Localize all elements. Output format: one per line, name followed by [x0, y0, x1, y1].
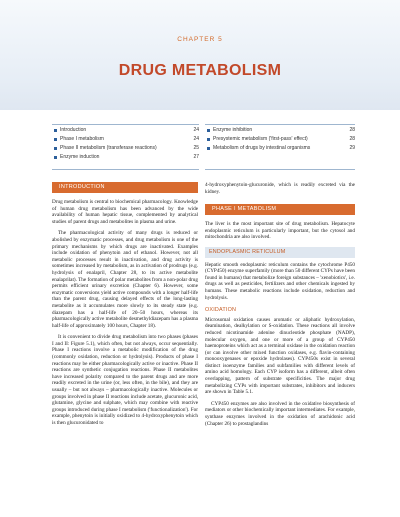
toc-page: 28 [349, 127, 355, 134]
left-column [52, 182, 198, 432]
toc-item[interactable] [205, 136, 355, 144]
toc-item[interactable] [52, 136, 199, 144]
paragraph-continuation: 4-hydroxyphenytoin-glucuronide, which is readily excreted via the kidney. [205, 182, 355, 195]
toc-item[interactable] [205, 127, 355, 135]
toc-page: 24 [193, 136, 199, 143]
section-heading-phase1: PHASE I METABOLISM [205, 204, 355, 215]
toc-label: Phase II metabolism (transferase reactions) [60, 145, 157, 152]
section-heading-introduction: INTRODUCTION [52, 182, 198, 193]
bullet-icon [207, 147, 210, 150]
paragraph: The pharmacological activity of many drugs is reduced or abolished by enzymatic processes, and drug metabolism is one of the primary mechanisms by which drugs are inactivated. Examples include oxidation of phenytoin and of ethanol. However, not all metabolic processes result in inactivation, and drug activity is sometimes increased by metabolism, as in activation of prodrugs (e.g. hydrolysis of enalapril, Chapter 28, to its active metabolite enalaprilat). The formation of polar metabolites from a non-polar drug permits efficient urinary excretion (Chapter 6). However, some enzymatic conversions yield active compounds with a longer half-life than the parent drug, causing delayed effects of the long-lasting metabolite as it accumulates more slowly to its steady state (e.g. diazepam has a half-life of 20–50 hours, whereas its pharmacologically active metabolite desmethyldiazepam has a plasma half-life of approximately 100 hours, Chapter 18). [52, 230, 198, 329]
toc-page: 24 [193, 127, 199, 134]
chapter-banner [0, 0, 400, 110]
chapter-title: DRUG METABOLISM [118, 62, 282, 79]
toc-item[interactable] [52, 145, 199, 153]
bullet-icon [54, 156, 57, 159]
toc-label: Phase I metabolism [60, 136, 104, 143]
subheading-oxidation: OXIDATION [205, 307, 237, 314]
toc-label: Presystemic metabolism ('first-pass' effect) [213, 136, 308, 143]
paragraph: It is convenient to divide drug metabolism into two phases (phases I and II: Figure 5.1), which often, but not always, occur sequentially. Phase I reactions involve a metabolic modification of the drug (commonly oxidation, reduction or hydrolysis). Products of phase I reactions may be either pharmacologically active or inactive. Phase II reactions are synthetic conjugation reactions. Phase II metabolites have increased polarity compared to the parent drugs and are more readily excreted in the urine (or, less often, in the bile), and they are usually – but not always – pharmacologically inactive. Molecules or groups involved in phase II reactions include acetate, glucuronic acid, glutamine, glycine and sulphate, which may combine with reactive groups introduced during phase I metabolism ('functionalization'). For example, phenytoin is initially oxidized to 4-hydroxyphenytoin which is then glucuronidated to [52, 334, 198, 426]
toc-label: Enzyme inhibition [213, 127, 253, 134]
paragraph: The liver is the most important site of drug metabolism. Hepatocyte endoplasmic reticulum is particularly important, but the cytosol and mitochondria are also involved. [205, 221, 355, 241]
toc-label: Enzyme induction [60, 154, 100, 161]
toc-page: 28 [349, 136, 355, 143]
bullet-icon [54, 138, 57, 141]
toc-item[interactable] [52, 127, 199, 135]
toc-page: 27 [193, 154, 199, 161]
toc-page: 29 [349, 145, 355, 152]
toc-left [52, 124, 199, 170]
toc-item[interactable] [52, 154, 199, 162]
right-column [205, 182, 355, 432]
toc-label: Metabolism of drugs by intestinal organisms [213, 145, 311, 152]
toc-right [205, 124, 355, 170]
toc-page: 25 [193, 145, 199, 152]
chapter-number: CHAPTER 5 [177, 36, 223, 43]
paragraph: CYP450 enzymes are also involved in the oxidative biosynthesis of mediators or other biochemically important intermediates. For example, synthase enzymes involved in the oxidation of arachidonic acid (Chapter 26) to prostaglandins [205, 400, 355, 427]
toc-item[interactable] [205, 145, 355, 153]
bullet-icon [54, 147, 57, 150]
bullet-icon [54, 129, 57, 132]
bullet-icon [207, 129, 210, 132]
paragraph: Hepatic smooth endoplasmic reticulum contains the cytochrome P450 (CYP450) enzyme superfamily (more than 50 different CYPs have been found in humans) that metabolize foreign substances – 'xenobiotics', i.e. drugs as well as pesticides, fertilizers and other chemicals ingested by humans. These metabolic reactions include oxidation, reduction and hydrolysis. [205, 261, 355, 301]
paragraph: Drug metabolism is central to biochemical pharmacology. Knowledge of human drug metabolism has been advanced by the wide availability of human hepatic tissue, complemented by analytical studies of parent drugs and metabolites in plasma and urine. [52, 199, 198, 225]
subheading-endoplasmic-reticulum: ENDOPLASMIC RETICULUM [205, 247, 355, 258]
toc-label: Introduction [60, 127, 87, 134]
bullet-icon [207, 138, 210, 141]
paragraph: Microsomal oxidation causes aromatic or aliphatic hydroxylation, deamination, dealkylation or S-oxidation. These reactions all involve reduced nicotinamide adenine dinucleotide phosphate (NADP), molecular oxygen, and one or more of a group of CYP450 haemoproteins which act as a terminal oxidase in the oxidation reaction (or can involve other mixed function oxidases, e.g. flavin-containing monooxygenases or epoxide hydrolases). CYP450s exist in several distinct isoenzyme families and subfamilies with different levels of amino acid homology. Each CYP isoform has a different, albeit often overlapping, pattern of substrate specificities. The major drug metabolizing CYPs with important substrates, inhibitors and inducers are shown in Table 5.1. [205, 316, 355, 396]
